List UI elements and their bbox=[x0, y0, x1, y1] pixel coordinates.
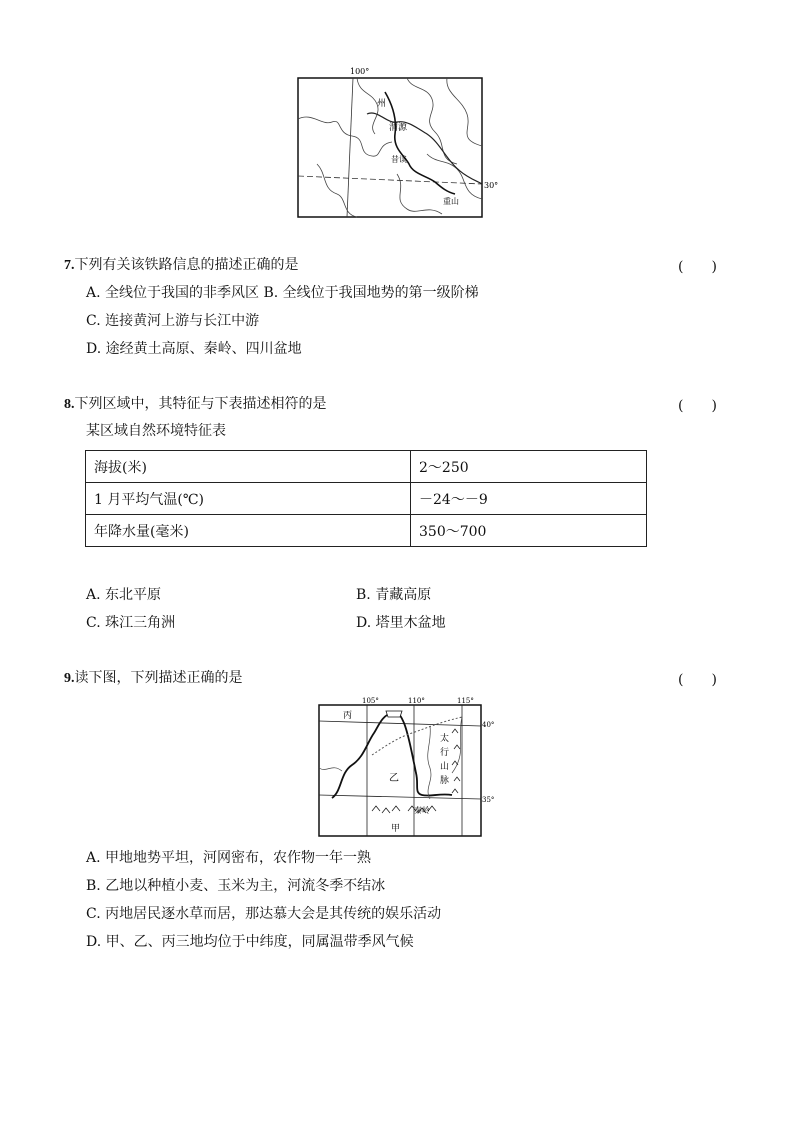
question-8-option-c: C. 珠江三角洲 bbox=[86, 615, 176, 631]
map2-lon-105: 105° bbox=[362, 697, 379, 705]
map1-place-1: 州 bbox=[377, 99, 387, 109]
question-9-option-a: A. 甲地地势平坦，河网密布，农作物一年一熟 bbox=[86, 850, 372, 866]
map2-lat-40: 40° bbox=[482, 721, 495, 729]
question-8-option-b: B. 青藏高原 bbox=[356, 587, 432, 603]
table-cell: 1 月平均气温(℃) bbox=[86, 483, 411, 515]
environment-table bbox=[85, 450, 647, 547]
question-8-number: 8. bbox=[64, 397, 75, 412]
question-7-stem bbox=[64, 255, 299, 276]
map2-label-yi: 乙 bbox=[389, 773, 399, 784]
map2-label-taihang-1: 太 bbox=[440, 734, 450, 744]
question-7-option-d: D. 途经黄土高原、秦岭、四川盆地 bbox=[86, 341, 302, 357]
table-cell: 350～700 bbox=[411, 515, 647, 547]
table-cell: 年降水量(毫米) bbox=[86, 515, 411, 547]
map1-place-3: 昔谈 bbox=[391, 155, 407, 164]
question-7-number: 7. bbox=[64, 258, 75, 273]
question-7-text: 下列有关该铁路信息的描述正确的是 bbox=[74, 257, 299, 273]
table-row bbox=[86, 515, 647, 547]
map2-label-taihang-4: 脉 bbox=[440, 776, 450, 786]
map2-lat-35: 35° bbox=[482, 796, 495, 804]
map1-place-2: 渭源 bbox=[389, 123, 408, 133]
question-9-text: 读下图，下列描述正确的是 bbox=[74, 670, 243, 686]
question-8-text: 下列区域中，其特征与下表描述相符的是 bbox=[74, 396, 327, 412]
question-9-option-b: B. 乙地以种植小麦、玉米为主，河流冬季不结冰 bbox=[86, 878, 386, 894]
question-8-answer-paren: ( ) bbox=[678, 398, 717, 414]
question-9-option-d: D. 甲、乙、丙三地均位于中纬度，同属温带季风气候 bbox=[86, 934, 414, 950]
question-9-number: 9. bbox=[64, 671, 75, 686]
map2-label-bing: 丙 bbox=[343, 711, 353, 721]
table-cell: 海拔(米) bbox=[86, 451, 411, 483]
table-row bbox=[86, 451, 647, 483]
map2-lon-110: 110° bbox=[408, 697, 425, 705]
question-7-answer-paren: ( ) bbox=[678, 259, 717, 275]
table-cell: 2～250 bbox=[411, 451, 647, 483]
question-9-answer-paren: ( ) bbox=[678, 672, 717, 688]
railway-map bbox=[297, 64, 503, 220]
question-8-stem bbox=[64, 394, 327, 415]
question-8-option-a: A. 东北平原 bbox=[86, 587, 162, 603]
question-7-option-a-b: A. 全线位于我国的非季风区 B. 全线位于我国地势的第一级阶梯 bbox=[86, 285, 479, 301]
question-7-option-c: C. 连接黄河上游与长江中游 bbox=[86, 313, 260, 329]
question-9-option-c: C. 丙地居民逐水草而居，那达慕大会是其传统的娱乐活动 bbox=[86, 906, 442, 922]
table-title: 某区域自然环境特征表 bbox=[86, 423, 226, 439]
table-cell: －24～－9 bbox=[411, 483, 647, 515]
map2-label-taihang-2: 行 bbox=[440, 748, 450, 758]
map1-lat-30-label: 30° bbox=[484, 181, 499, 190]
region-map bbox=[312, 693, 502, 839]
map2-lon-115: 115° bbox=[457, 697, 474, 705]
map1-place-4: 重山 bbox=[443, 197, 459, 206]
question-9-stem bbox=[64, 668, 243, 689]
question-8-option-d: D. 塔里木盆地 bbox=[356, 615, 446, 631]
map2-label-taihang-3: 山 bbox=[440, 762, 450, 772]
map2-label-qinling: 秦岭 bbox=[414, 806, 430, 815]
table-row bbox=[86, 483, 647, 515]
map1-lon-100-label: 100° bbox=[350, 67, 370, 76]
map2-label-jia: 甲 bbox=[391, 824, 401, 834]
